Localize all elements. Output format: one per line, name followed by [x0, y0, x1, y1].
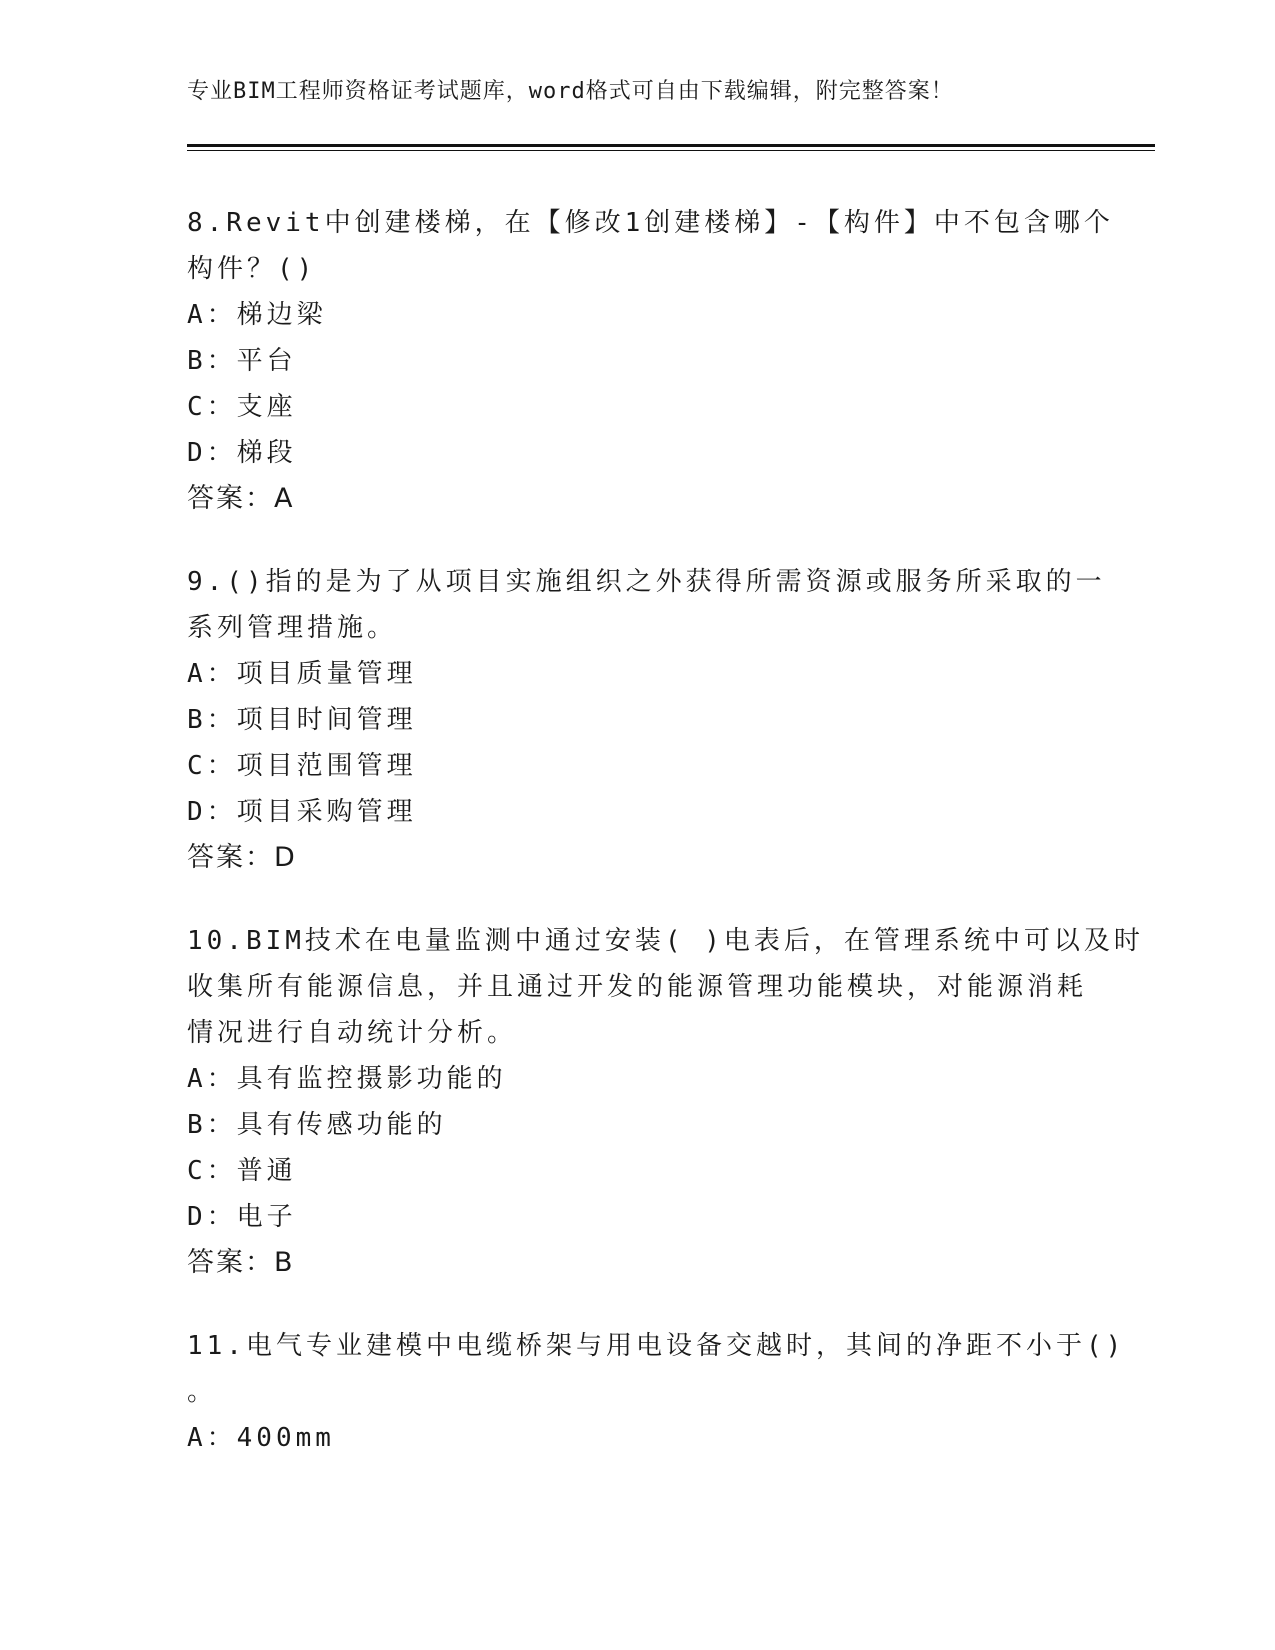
option-d: D：项目采购管理	[187, 797, 417, 827]
question-stem-line: 情况进行自动统计分析。	[187, 1018, 518, 1048]
header-divider-thick	[187, 144, 1155, 147]
option-d: D：梯段	[187, 438, 297, 468]
answer-label: 答案：D	[187, 842, 297, 873]
option-b: B：平台	[187, 346, 297, 376]
question-11	[187, 1323, 1126, 1461]
answer-label: 答案：A	[187, 483, 295, 514]
question-stem-line: 系列管理措施。	[187, 613, 398, 643]
option-a: A：梯边梁	[187, 300, 327, 330]
question-stem-line: 10.BIM技术在电量监测中通过安装( )电表后，在管理系统中可以及时	[187, 926, 1144, 956]
option-b: B：具有传感功能的	[187, 1110, 447, 1140]
option-a: A：具有监控摄影功能的	[187, 1064, 507, 1094]
question-9	[187, 559, 1106, 881]
option-c: C：项目范围管理	[187, 751, 417, 781]
question-8	[187, 200, 1114, 522]
option-d: D：电子	[187, 1202, 297, 1232]
option-c: C：支座	[187, 392, 297, 422]
question-stem-line: 8.Revit中创建楼梯，在【修改1创建楼梯】-【构件】中不包含哪个	[187, 208, 1114, 238]
question-stem-line: 构件？()	[187, 254, 317, 284]
document-header: 专业BIM工程师资格证考试题库，word格式可自由下载编辑，附完整答案！	[187, 79, 954, 104]
question-stem-line: 。	[187, 1377, 218, 1407]
question-stem-line: 9.()指的是为了从项目实施组织之外获得所需资源或服务所采取的一	[187, 567, 1106, 597]
question-stem-line: 11.电气专业建模中电缆桥架与用电设备交越时，其间的净距不小于()	[187, 1331, 1126, 1361]
option-a: A：400mm	[187, 1423, 335, 1453]
question-10	[187, 918, 1144, 1286]
option-a: A：项目质量管理	[187, 659, 417, 689]
header-divider-thin	[187, 150, 1155, 151]
question-list	[187, 200, 1144, 1498]
question-stem-line: 收集所有能源信息，并且通过开发的能源管理功能模块，对能源消耗	[187, 972, 1088, 1002]
option-b: B：项目时间管理	[187, 705, 417, 735]
option-c: C：普通	[187, 1156, 297, 1186]
answer-label: 答案：B	[187, 1247, 295, 1278]
